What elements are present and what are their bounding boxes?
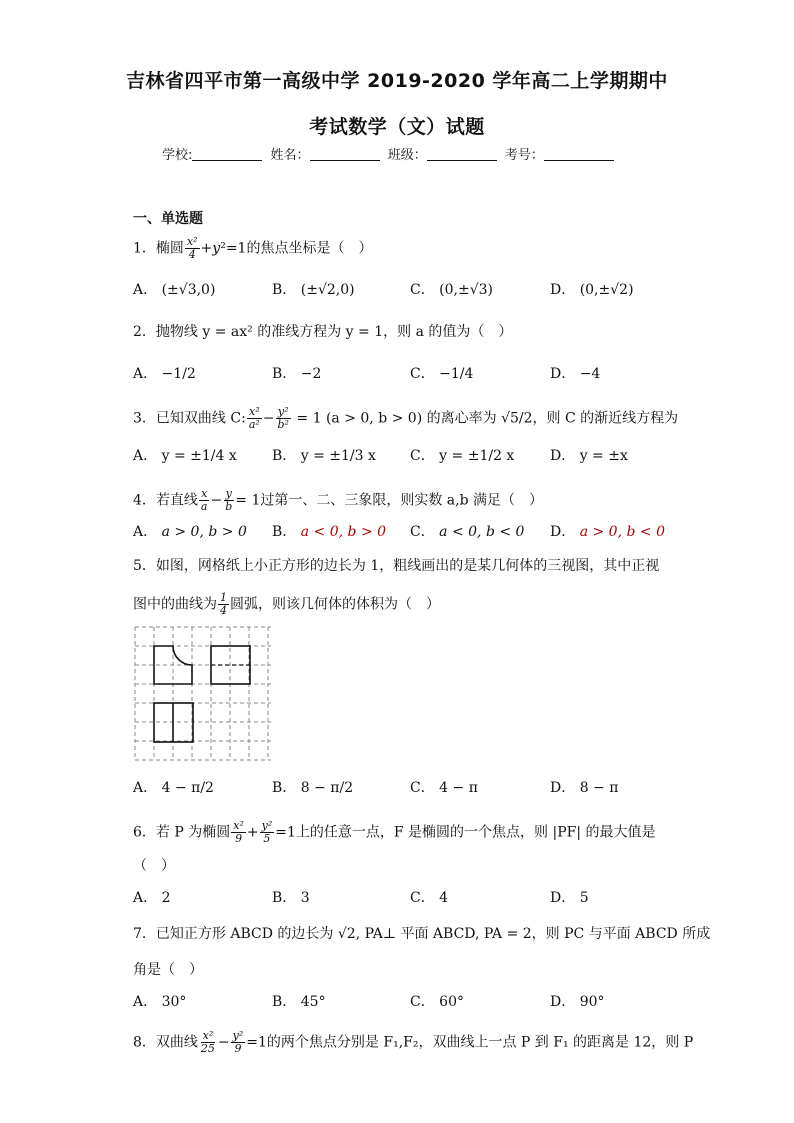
question-7 xyxy=(133,924,710,944)
option-a[interactable]: A． 30° xyxy=(133,994,187,1010)
option-c[interactable]: C． y = ±1/2 x xyxy=(410,448,515,464)
question-6: 6．若 P 为椭圆 $\frac{\text{x²}}{9}$ + $\frac{\text{y²}}{5}$ =1上的任意一点，F 是椭圆的一个焦点，则 |PF| 的最大值是 xyxy=(133,819,656,845)
option-a[interactable]: A． 2 xyxy=(133,890,171,906)
question-text: 若 P 为椭圆 xyxy=(155,824,231,841)
option-b[interactable]: B． 3 xyxy=(272,890,310,906)
question-number: 1． xyxy=(133,240,156,257)
option-b[interactable]: B． y = ±1/3 x xyxy=(272,448,376,464)
question-8: 8．双曲线 $\frac{\text{x²}}{25}$ − $\frac{\text{y²}}{9}$ =1的两个焦点分别是 F₁,F₂，双曲线上一点 P 到 F₁ 的距离是 12，则 P xyxy=(133,1029,694,1055)
option-a[interactable]: A． −1/2 xyxy=(133,366,196,382)
question-number: 3． xyxy=(133,410,156,427)
school-blank[interactable] xyxy=(192,148,262,161)
option-b[interactable]: B． a < 0, b > 0 xyxy=(272,524,387,540)
question-4: 4．若直线 $\frac{x}{a}$ − $\frac{y}{b}$ = 1过第一、二、三象限，则实数 a,b 满足（ ） xyxy=(133,487,544,513)
option-c[interactable]: C． 4 xyxy=(410,890,449,906)
class-blank[interactable] xyxy=(427,148,497,161)
question-text: =1的两个焦点分别是 F₁,F₂，双曲线上一点 P 到 F₁ 的距离是 12，则 P xyxy=(246,1034,694,1051)
name-label: 姓名： xyxy=(270,148,310,163)
question-5 xyxy=(133,556,659,576)
id-blank[interactable] xyxy=(544,148,614,161)
option-d[interactable]: D． y = ±x xyxy=(550,448,628,464)
question-number: 5． xyxy=(133,558,156,574)
question-number: 2． xyxy=(133,324,156,340)
option-d[interactable]: D． a > 0, b < 0 xyxy=(550,524,665,540)
option-b[interactable]: B． 8 − π/2 xyxy=(272,780,354,796)
question-7-line2: 角是（ ） xyxy=(133,962,203,978)
option-c[interactable]: C． (0,±√3) xyxy=(410,282,494,298)
question-text: = 1 (a > 0, b > 0) 的离心率为 √5/2，则 C 的渐近线方程为 xyxy=(291,410,679,427)
exam-title-line2: 考试数学（文）试题 xyxy=(309,116,485,138)
option-d[interactable]: D． −4 xyxy=(550,366,601,382)
name-blank[interactable] xyxy=(310,148,380,161)
option-c[interactable]: C． 60° xyxy=(410,994,464,1010)
question-1: 1．椭圆 $\frac{\text{x²}}{4}$ +y²=1的焦点坐标是（ ） xyxy=(133,235,373,261)
question-2 xyxy=(133,322,512,342)
question-text: 若直线 xyxy=(155,492,198,509)
question-number: 7． xyxy=(133,926,156,942)
option-c[interactable]: C． −1/4 xyxy=(410,366,474,382)
option-b[interactable]: B． −2 xyxy=(272,366,322,382)
option-d[interactable]: D． 5 xyxy=(550,890,589,906)
question-text: 椭圆 xyxy=(155,240,184,257)
three-view-figure xyxy=(134,626,274,764)
option-a[interactable]: A． (±√3,0) xyxy=(133,282,216,298)
fraction: $\frac{\text{x²}}{4}$ xyxy=(186,235,198,261)
option-b[interactable]: B． (±√2,0) xyxy=(272,282,355,298)
question-number: 6． xyxy=(133,824,156,841)
school-label: 学校: xyxy=(162,148,193,163)
question-text: 的焦点坐标是（ ） xyxy=(246,240,373,257)
question-text: 已知双曲线 C: xyxy=(155,410,246,427)
question-text: 已知正方形 ABCD 的边长为 √2, PA⊥ 平面 ABCD, PA = 2，则 PC 与平面 ABCD 所成 xyxy=(155,926,711,942)
question-text: 图中的曲线为 xyxy=(133,596,217,613)
question-text: = 1过第一、二、三象限，则实数 a,b 满足（ ） xyxy=(235,492,544,509)
option-b[interactable]: B． 45° xyxy=(272,994,326,1010)
question-6-line2: （ ） xyxy=(133,858,175,874)
question-text: 双曲线 xyxy=(155,1034,198,1051)
question-text: 抛物线 y = ax² 的准线方程为 y = 1，则 a 的值为（ ） xyxy=(155,324,513,340)
option-c[interactable]: C． a < 0, b < 0 xyxy=(410,524,525,540)
option-d[interactable]: D． 90° xyxy=(550,994,605,1010)
question-5-line2: 图中的曲线为 $\frac{1}{4}$ 圆弧，则该几何体的体积为（ ） xyxy=(133,591,440,617)
student-info-line xyxy=(162,144,618,163)
option-a[interactable]: A． 4 − π/2 xyxy=(133,780,214,796)
exam-title-line1: 吉林省四平市第一高级中学 2019-2020 学年高二上学期期中 xyxy=(126,70,668,92)
question-text: 如图，网格纸上小正方形的边长为 1，粗线画出的是某几何体的三视图，其中正视 xyxy=(155,558,660,574)
question-number: 8． xyxy=(133,1034,156,1051)
question-3: 3．已知双曲线 C: $\frac{\text{x²}}{\text{a²}}$ − $\frac{\text{y²}}{\text{b²}}$ = 1 (a > 0, b > 0) 的离心率为 √5/2，则 C 的渐近线方程为 xyxy=(133,405,679,431)
option-d[interactable]: D． 8 − π xyxy=(550,780,619,796)
id-label: 考号： xyxy=(504,148,544,163)
question-text: 圆弧，则该几何体的体积为（ ） xyxy=(230,596,440,613)
option-d[interactable]: D． (0,±√2) xyxy=(550,282,634,298)
question-text: =1上的任意一点，F 是椭圆的一个焦点，则 |PF| 的最大值是 xyxy=(275,824,656,841)
option-a[interactable]: A． a > 0, b > 0 xyxy=(133,524,247,540)
section-title: 一、单选题 xyxy=(133,211,203,227)
option-c[interactable]: C． 4 − π xyxy=(410,780,478,796)
question-number: 4． xyxy=(133,492,156,509)
option-a[interactable]: A． y = ±1/4 x xyxy=(133,448,237,464)
class-label: 班级： xyxy=(387,148,427,163)
